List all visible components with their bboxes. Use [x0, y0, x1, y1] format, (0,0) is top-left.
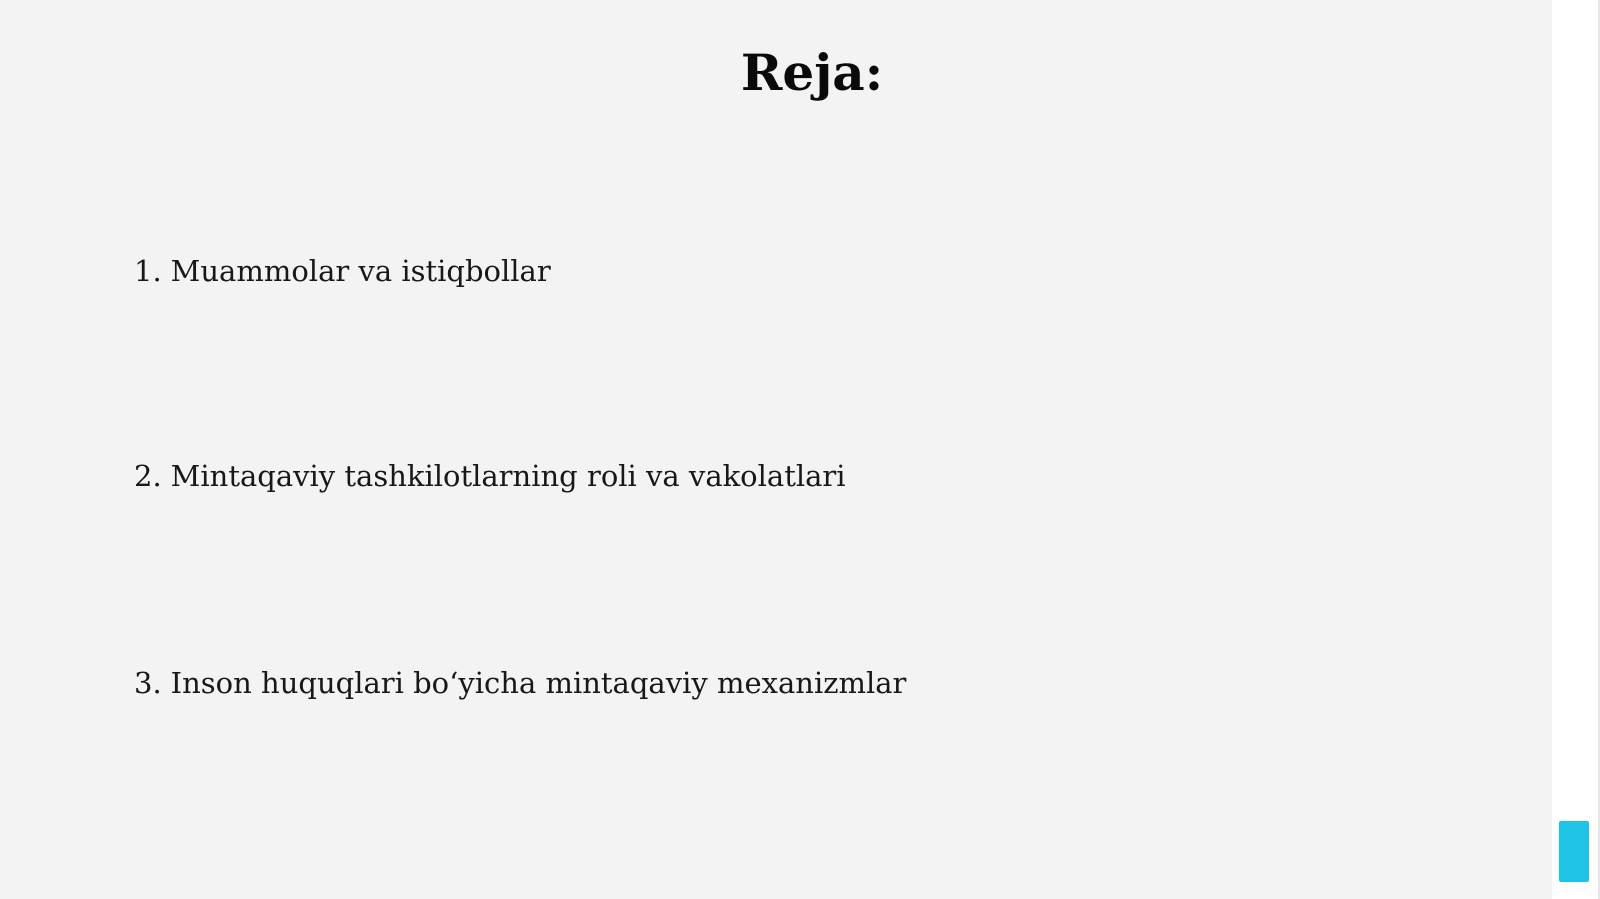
scrollbar-thumb[interactable] [1559, 821, 1589, 882]
slide-title: Reja: [740, 43, 884, 102]
plan-item-2 [134, 456, 846, 496]
side-panel [1552, 0, 1600, 899]
plan-item-number: 1. [134, 254, 162, 288]
plan-item-1 [134, 251, 551, 291]
plan-item-number: 2. [134, 459, 162, 493]
plan-item-number: 3. [134, 666, 162, 700]
plan-item-text: Inson huquqlari bo‘yicha mintaqaviy mexanizmlar [170, 666, 907, 700]
plan-item-text: Mintaqaviy tashkilotlarning roli va vakolatlari [170, 459, 846, 493]
plan-item-text: Muammolar va istiqbollar [170, 254, 551, 288]
plan-item-3 [134, 663, 906, 703]
